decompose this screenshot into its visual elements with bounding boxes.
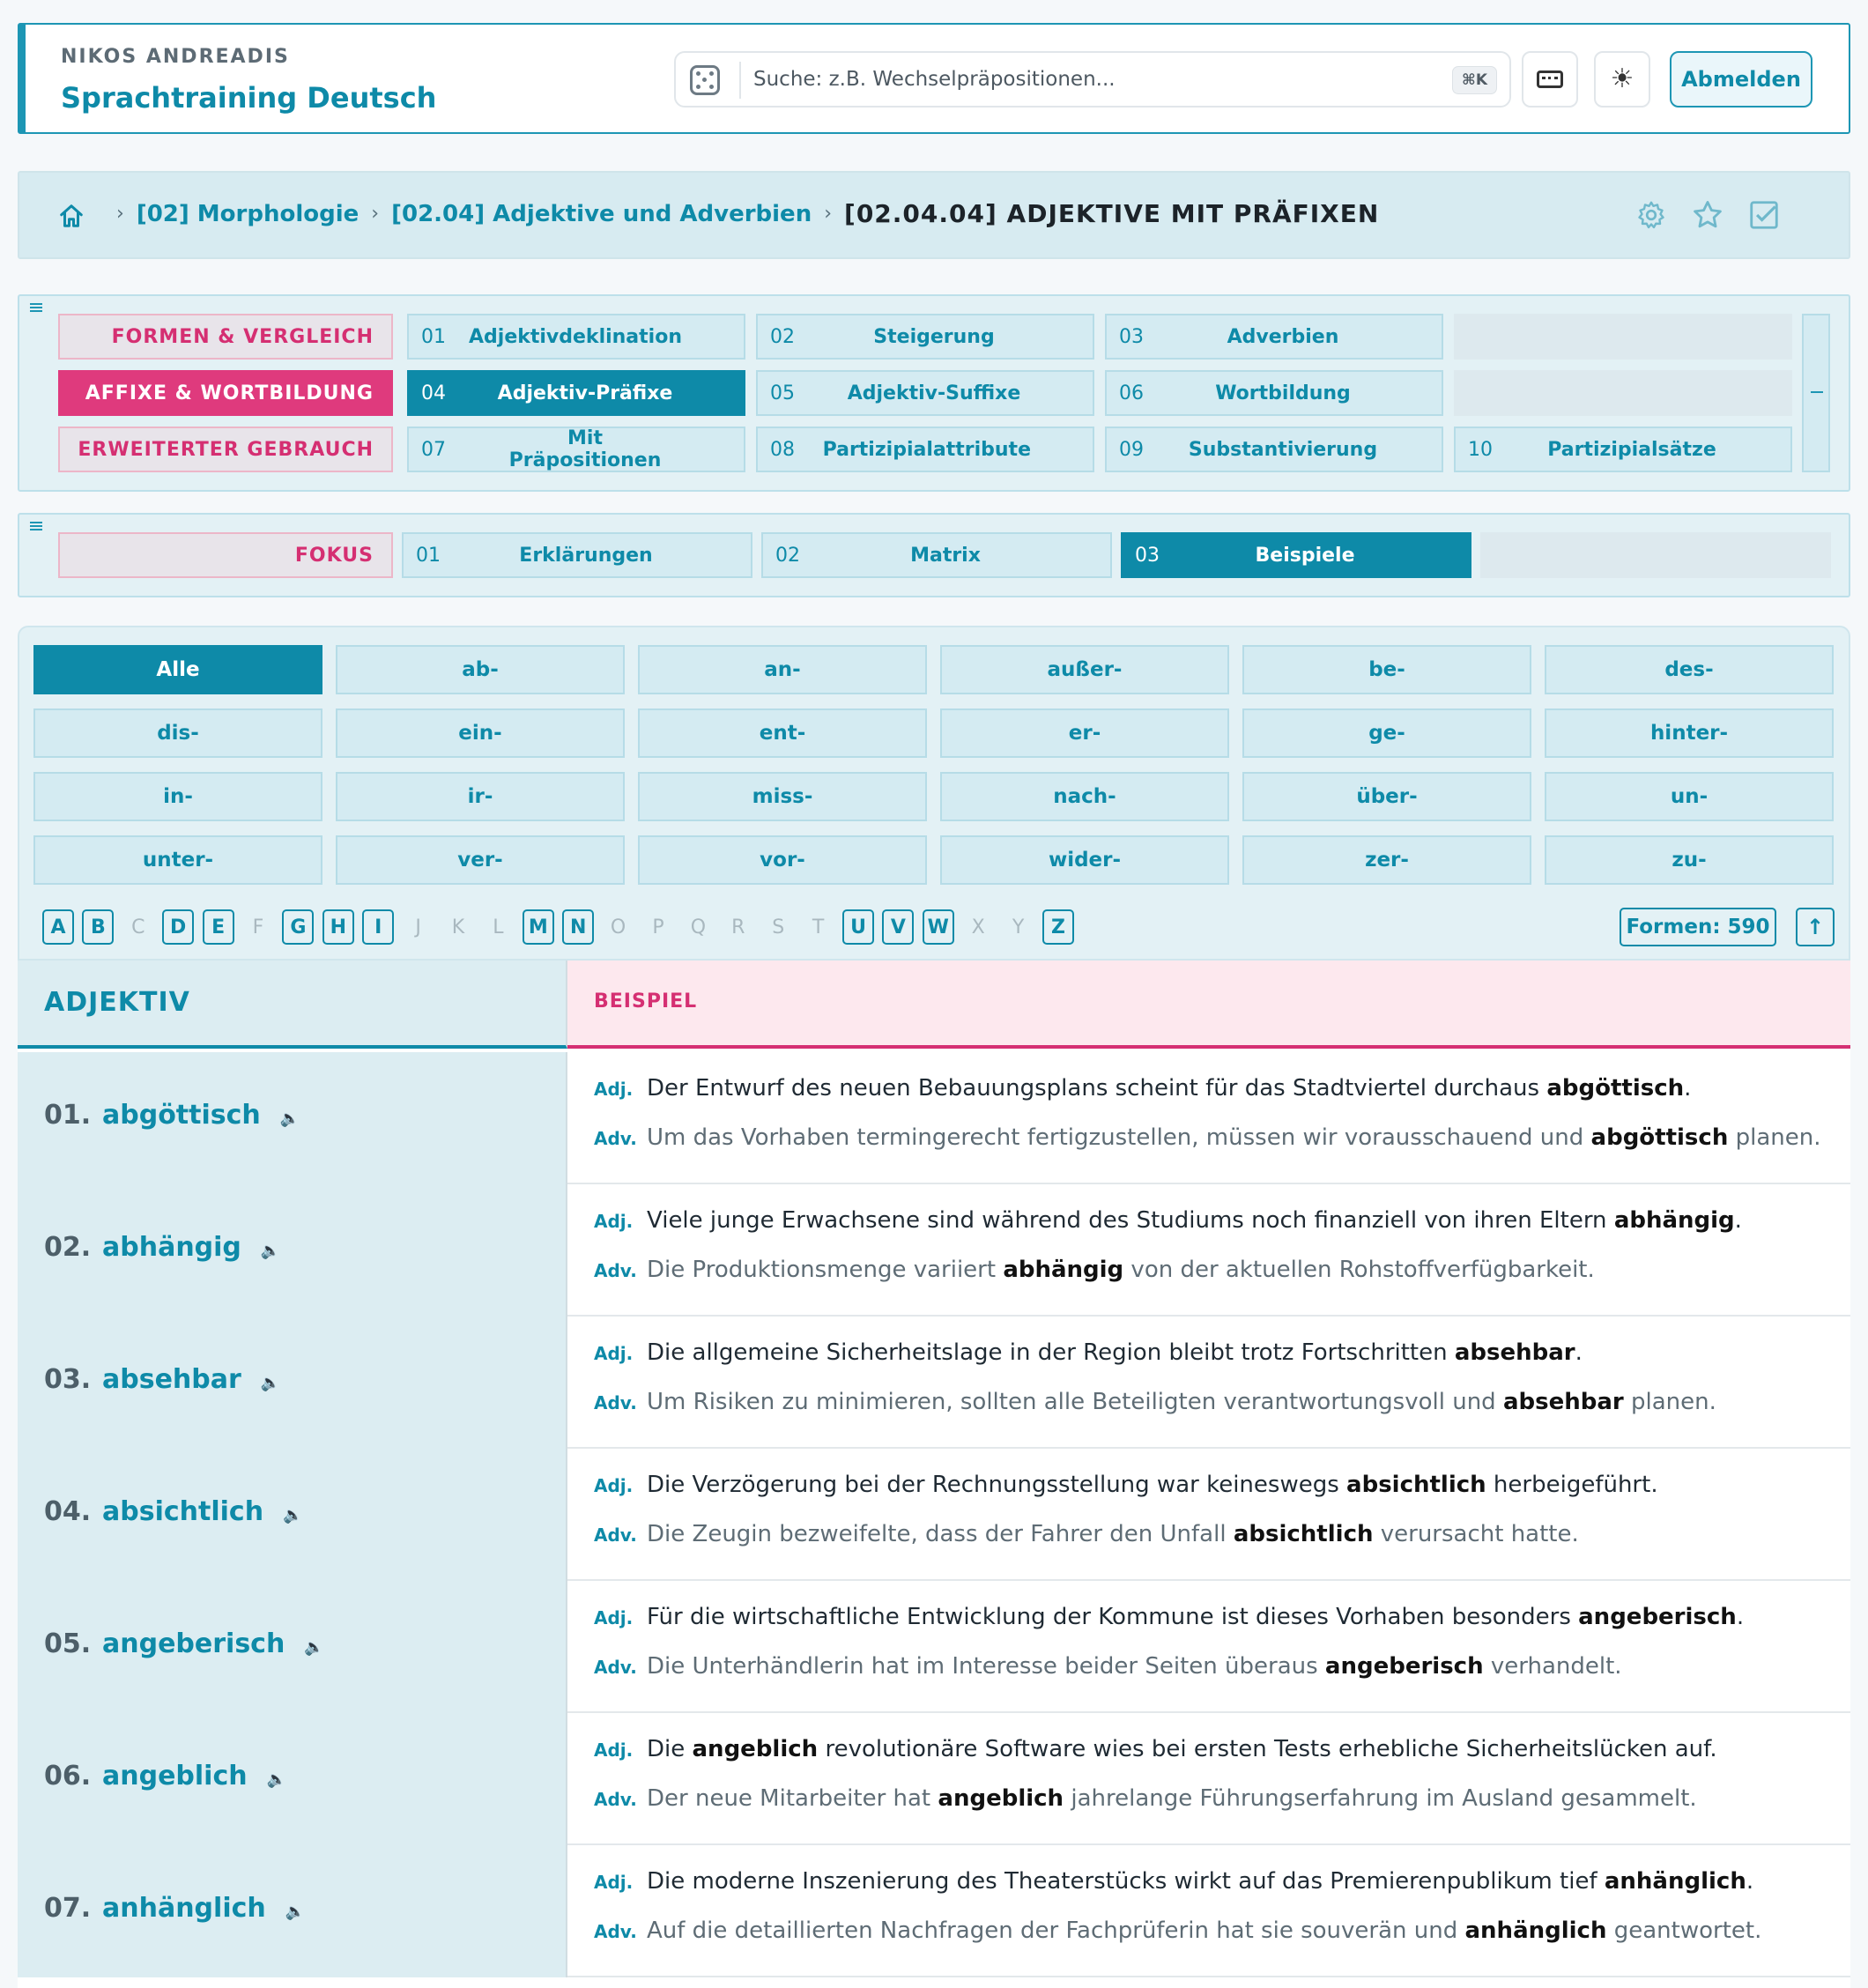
table-row: [18, 1184, 1850, 1317]
adverb-example: [594, 1785, 1697, 1812]
highlighted-word: angeberisch: [1578, 1604, 1737, 1630]
example-text: planen.: [1623, 1389, 1716, 1415]
focus-number: 01: [416, 544, 441, 567]
highlighted-word: abhängig: [1003, 1257, 1124, 1283]
highlighted-word: angeblich: [692, 1736, 819, 1762]
dice-icon[interactable]: [690, 65, 720, 95]
alphabet-letter[interactable]: G: [282, 909, 314, 945]
app-title[interactable]: Sprachtraining Deutsch: [61, 81, 437, 115]
speaker-icon[interactable]: 🔈: [285, 1903, 306, 1921]
focus-label: Erklärungen: [519, 544, 653, 567]
adv-tag: Adv.: [594, 1128, 637, 1149]
column-header-adjektiv: [18, 961, 567, 1049]
adjective-cell: [18, 1184, 567, 1317]
speaker-icon[interactable]: 🔈: [260, 1374, 281, 1392]
highlighted-word: absehbar: [1454, 1339, 1575, 1366]
breadcrumb-adjektive-adverbien[interactable]: [02.04] Adjektive und Adverbien: [391, 200, 812, 227]
speaker-icon[interactable]: 🔈: [266, 1770, 287, 1789]
table-row: [18, 1845, 1850, 1977]
adj-tag: Adj.: [594, 1211, 634, 1232]
alphabet-letter[interactable]: N: [562, 909, 594, 945]
alphabet-letter: X: [971, 916, 985, 938]
highlighted-word: anhänglich: [1464, 1918, 1607, 1944]
adjective-cell: [18, 1713, 567, 1845]
adv-tag: Adv.: [594, 1789, 637, 1810]
sun-icon: ☀: [1610, 63, 1634, 94]
prefix-button[interactable]: zer-: [1242, 835, 1531, 885]
speaker-icon[interactable]: 🔈: [304, 1638, 324, 1657]
alphabet-letter: P: [652, 916, 664, 938]
alphabet-letter: J: [415, 916, 421, 938]
table-row: [18, 1581, 1850, 1713]
row-number: 01.: [44, 1100, 92, 1131]
category-adjektiv-praefixe[interactable]: [407, 370, 745, 416]
complete-button[interactable]: [1746, 197, 1782, 233]
adjective-label: abhängig: [102, 1232, 241, 1263]
prefix-button[interactable]: zu-: [1545, 835, 1834, 885]
adv-tag: Adv.: [594, 1392, 637, 1413]
example-text: .: [1736, 1604, 1745, 1630]
form-count-badge: Formen: 590: [1620, 908, 1776, 946]
example-text: verursacht hatte.: [1373, 1521, 1579, 1547]
breadcrumb-morphologie[interactable]: [02] Morphologie: [136, 200, 360, 227]
user-name: NIKOS ANDREADIS: [61, 46, 290, 68]
example-text: Die Unterhändlerin hat im Interesse beider Seiten überaus: [647, 1653, 1325, 1680]
alphabet-letter[interactable]: W: [923, 909, 954, 945]
alphabet-letter[interactable]: E: [203, 909, 234, 945]
adjective-word[interactable]: [102, 1364, 280, 1395]
prefix-button[interactable]: ein-: [336, 708, 625, 758]
scroll-top-button[interactable]: ↑: [1796, 908, 1835, 946]
adverb-example: [594, 1257, 1595, 1283]
shortcut-badge: ⌘K: [1452, 66, 1497, 94]
category-adverbien[interactable]: [1105, 314, 1443, 360]
search-divider: [739, 62, 741, 99]
breadcrumb-separator: ›: [116, 203, 124, 225]
adjective-example: [594, 1472, 1658, 1498]
example-text: revolutionäre Software wies bei ersten Tests erhebliche Sicherheitslücken auf.: [818, 1736, 1717, 1762]
prefix-button[interactable]: dis-: [33, 708, 322, 758]
category-number: 04: [421, 382, 446, 404]
alphabet-letter: C: [131, 916, 145, 938]
adj-tag: Adj.: [594, 1475, 634, 1496]
category-wortbildung[interactable]: [1105, 370, 1443, 416]
examples-table: [18, 961, 1850, 1988]
adj-tag: Adj.: [594, 1079, 634, 1100]
category-number: 08: [770, 438, 795, 461]
prefix-button[interactable]: ge-: [1242, 708, 1531, 758]
prefix-button[interactable]: miss-: [638, 772, 927, 821]
group-affixe-wortbildung[interactable]: AFFIXE & WORTBILDUNG: [58, 370, 393, 416]
gear-icon: [1635, 199, 1667, 231]
example-text: Die: [647, 1736, 693, 1762]
category-label: Substantivierung: [1188, 438, 1378, 461]
adverb-example: [594, 1389, 1716, 1415]
prefix-button[interactable]: be-: [1242, 645, 1531, 694]
prefix-button[interactable]: nach-: [940, 772, 1229, 821]
focus-matrix[interactable]: [761, 532, 1112, 578]
group-formen-vergleich[interactable]: FORMEN & VERGLEICH: [58, 314, 393, 360]
search-input[interactable]: [753, 60, 1370, 99]
highlighted-word: anhänglich: [1604, 1868, 1746, 1895]
adj-tag: Adj.: [594, 1740, 634, 1761]
row-number: 06.: [44, 1761, 92, 1791]
highlighted-word: abgöttisch: [1546, 1075, 1685, 1102]
row-number: 07.: [44, 1893, 92, 1924]
category-number: 10: [1468, 438, 1493, 461]
prefix-button[interactable]: außer-: [940, 645, 1229, 694]
example-text: Der Entwurf des neuen Bebauungsplans scheint für das Stadtviertel durchaus: [647, 1075, 1547, 1102]
category-substantivierung[interactable]: [1105, 427, 1443, 472]
prefix-button[interactable]: des-: [1545, 645, 1834, 694]
alphabet-letter[interactable]: B: [82, 909, 114, 945]
adjective-cell: [18, 1317, 567, 1449]
example-text: .: [1684, 1075, 1692, 1102]
adv-tag: Adv.: [594, 1260, 637, 1281]
speaker-icon[interactable]: 🔈: [260, 1242, 281, 1260]
row-number: 03.: [44, 1364, 92, 1395]
speaker-icon[interactable]: 🔈: [283, 1506, 303, 1524]
column-header-beispiel: [567, 961, 1850, 1049]
highlighted-word: angeblich: [938, 1785, 1064, 1812]
group-fokus: FOKUS: [58, 532, 393, 578]
table-row: [18, 1449, 1850, 1581]
category-label: Adjektiv-Präfixe: [497, 382, 673, 404]
adj-tag: Adj.: [594, 1872, 634, 1893]
row-number: 05.: [44, 1628, 92, 1659]
prefix-button[interactable]: unter-: [33, 835, 322, 885]
adjective-label: angeblich: [102, 1761, 248, 1791]
example-text: Die Zeugin bezweifelte, dass der Fahrer den Unfall: [647, 1521, 1234, 1547]
highlighted-word: absichtlich: [1233, 1521, 1374, 1547]
breadcrumb-separator: ›: [824, 203, 833, 225]
app-header: [18, 23, 1850, 134]
alphabet-letter[interactable]: A: [42, 909, 74, 945]
adverb-example: [594, 1521, 1579, 1547]
prefix-button[interactable]: wider-: [940, 835, 1229, 885]
category-adjektiv-suffixe[interactable]: [756, 370, 1094, 416]
column-header-label: BEISPIEL: [594, 990, 698, 1013]
category-number: 07: [421, 438, 446, 461]
adjective-label: angeberisch: [102, 1628, 285, 1659]
example-text: Die Verzögerung bei der Rechnungsstellung war keineswegs: [647, 1472, 1347, 1498]
adjective-example: [594, 1868, 1753, 1895]
alphabet-letter[interactable]: Z: [1042, 909, 1074, 945]
prefix-filter-panel: [18, 626, 1850, 961]
alphabet-letter: R: [731, 916, 745, 938]
focus-label: Matrix: [910, 544, 981, 567]
star-icon: [1691, 198, 1724, 232]
table-row: [18, 1052, 1850, 1184]
adjective-label: abgöttisch: [102, 1100, 261, 1131]
adverb-example: [594, 1653, 1622, 1680]
category-label: Partizipialattribute: [822, 438, 1031, 461]
adjective-example: [594, 1207, 1742, 1234]
row-number: 04.: [44, 1496, 92, 1527]
table-row: [18, 1713, 1850, 1845]
search-box[interactable]: [674, 51, 1511, 108]
adjective-example: [594, 1604, 1744, 1630]
category-label: Mit Präpositionen: [508, 427, 662, 471]
menu-icon[interactable]: [30, 303, 42, 312]
focus-empty: [1480, 532, 1831, 578]
adjective-word[interactable]: [102, 1232, 280, 1263]
highlighted-word: abhängig: [1613, 1207, 1735, 1234]
focus-panel: [18, 513, 1850, 597]
prefix-button[interactable]: ver-: [336, 835, 625, 885]
adj-tag: Adj.: [594, 1607, 634, 1628]
example-text: jahrelange Führungserfahrung im Ausland gesammelt.: [1064, 1785, 1697, 1812]
category-steigerung[interactable]: [756, 314, 1094, 360]
prefix-button[interactable]: über-: [1242, 772, 1531, 821]
row-number: 02.: [44, 1232, 92, 1263]
alphabet-letter: S: [772, 916, 785, 938]
adjective-label: anhänglich: [102, 1893, 266, 1924]
adv-tag: Adv.: [594, 1524, 637, 1546]
settings-button[interactable]: [1634, 197, 1669, 233]
alphabet-letter: Y: [1012, 916, 1025, 938]
category-label: Partizipialsätze: [1547, 438, 1716, 461]
adjective-example: [594, 1736, 1717, 1762]
table-row: [18, 1317, 1850, 1449]
adjective-cell: [18, 1581, 567, 1713]
focus-erklaerungen[interactable]: [402, 532, 752, 578]
example-text: geantwortet.: [1606, 1918, 1762, 1944]
category-panel: [18, 294, 1850, 492]
favorite-button[interactable]: [1690, 197, 1725, 233]
adv-tag: Adv.: [594, 1657, 637, 1678]
alphabet-letter[interactable]: M: [523, 909, 554, 945]
prefix-button[interactable]: ab-: [336, 645, 625, 694]
speaker-icon[interactable]: 🔈: [279, 1109, 300, 1128]
theme-toggle-button[interactable]: [1594, 51, 1650, 108]
example-text: verhandelt.: [1483, 1653, 1622, 1680]
home-icon[interactable]: [58, 203, 85, 229]
example-text: herbeigeführt.: [1486, 1472, 1658, 1498]
adjective-cell: [18, 1845, 567, 1977]
example-text: Für die wirtschaftliche Entwicklung der Kommune ist dieses Vorhaben besonders: [647, 1604, 1579, 1630]
column-header-label: ADJEKTIV: [44, 987, 190, 1018]
example-text: Auf die detaillierten Nachfragen der Fachprüferin hat sie souverän und: [647, 1918, 1465, 1944]
prefix-button[interactable]: er-: [940, 708, 1229, 758]
example-text: Die moderne Inszenierung des Theaterstücks wirkt auf das Premierenpublikum tief: [647, 1868, 1605, 1895]
alphabet-letter[interactable]: H: [322, 909, 354, 945]
category-mit-praepositionen[interactable]: [407, 427, 745, 472]
focus-number: 02: [775, 544, 800, 567]
category-partizipialattribute[interactable]: [756, 427, 1094, 472]
prefix-button[interactable]: an-: [638, 645, 927, 694]
category-label: Adverbien: [1227, 325, 1339, 348]
logout-button[interactable]: Abmelden: [1670, 51, 1812, 108]
category-label: Adjektiv-Suffixe: [847, 382, 1021, 404]
group-erweiterter-gebrauch[interactable]: ERWEITERTER GEBRAUCH: [58, 427, 393, 472]
example-text: Der neue Mitarbeiter hat: [647, 1785, 938, 1812]
highlighted-word: angeberisch: [1324, 1653, 1484, 1680]
example-text: Viele junge Erwachsene sind während des Studiums noch finanziell von ihren Eltern: [647, 1207, 1614, 1234]
alphabet-letter: L: [493, 916, 504, 938]
prefix-button[interactable]: ent-: [638, 708, 927, 758]
checkbox-icon: [1747, 198, 1781, 232]
page-title: [02.04.04] ADJEKTIVE MIT PRÄFIXEN: [844, 199, 1380, 228]
prefix-button[interactable]: hinter-: [1545, 708, 1834, 758]
alphabet-letter: O: [610, 916, 626, 938]
alphabet-letter: T: [812, 916, 825, 938]
adjective-word[interactable]: [102, 1628, 324, 1659]
example-text: Die Produktionsmenge variiert: [647, 1257, 1004, 1283]
category-number: 05: [770, 382, 795, 404]
breadcrumb: [18, 171, 1850, 259]
adjective-cell: [18, 1052, 567, 1184]
category-label: Adjektivdeklination: [469, 325, 682, 348]
keyboard-icon: [1537, 70, 1563, 88]
example-text: planen.: [1728, 1124, 1821, 1151]
adv-tag: Adv.: [594, 1921, 637, 1942]
collapse-button[interactable]: [1802, 314, 1830, 472]
alphabet-letter[interactable]: D: [162, 909, 194, 945]
highlighted-word: absehbar: [1502, 1389, 1624, 1415]
example-text: von der aktuellen Rohstoffverfügbarkeit.: [1123, 1257, 1595, 1283]
example-text: Die allgemeine Sicherheitslage in der Region bleibt trotz Fortschritten: [647, 1339, 1455, 1366]
category-number: 02: [770, 325, 795, 348]
alphabet-letter: Q: [690, 916, 707, 938]
category-number: 03: [1119, 325, 1144, 348]
adjective-word[interactable]: [102, 1496, 302, 1527]
adjective-word[interactable]: [102, 1761, 286, 1791]
category-partizipialsaetze[interactable]: [1454, 427, 1792, 472]
example-text: Um das Vorhaben termingerecht fertigzustellen, müssen wir vorausschauend und: [647, 1124, 1591, 1151]
adjective-label: absichtlich: [102, 1496, 264, 1527]
adjective-cell: [18, 1449, 567, 1581]
prefix-button[interactable]: un-: [1545, 772, 1834, 821]
prefix-button[interactable]: in-: [33, 772, 322, 821]
focus-label: Beispiele: [1255, 544, 1355, 567]
prefix-button[interactable]: ir-: [336, 772, 625, 821]
adverb-example: [594, 1918, 1761, 1944]
example-text: .: [1734, 1207, 1742, 1234]
menu-icon[interactable]: [30, 522, 42, 530]
adj-tag: Adj.: [594, 1343, 634, 1364]
adjective-label: absehbar: [102, 1364, 241, 1395]
category-number: 01: [421, 325, 446, 348]
prefix-button[interactable]: Alle: [33, 645, 322, 694]
prefix-button[interactable]: vor-: [638, 835, 927, 885]
focus-number: 03: [1135, 544, 1160, 567]
category-number: 09: [1119, 438, 1144, 461]
alphabet-letter: F: [252, 916, 264, 938]
category-number: 06: [1119, 382, 1144, 404]
category-adjektivdeklination[interactable]: [407, 314, 745, 360]
breadcrumb-separator: ›: [371, 203, 380, 225]
highlighted-word: absichtlich: [1346, 1472, 1486, 1498]
focus-beispiele[interactable]: [1121, 532, 1471, 578]
category-empty: [1454, 370, 1792, 416]
adverb-example: [594, 1124, 1820, 1151]
category-label: Wortbildung: [1215, 382, 1351, 404]
example-text: .: [1746, 1868, 1754, 1895]
example-text: .: [1575, 1339, 1583, 1366]
adjective-word[interactable]: [102, 1100, 300, 1131]
example-text: Um Risiken zu minimieren, sollten alle Beteiligten verantwortungsvoll und: [647, 1389, 1503, 1415]
adjective-example: [594, 1339, 1583, 1366]
highlighted-word: abgöttisch: [1590, 1124, 1729, 1151]
alphabet-letter: K: [451, 916, 465, 938]
adjective-example: [594, 1075, 1691, 1102]
alphabet-letter[interactable]: U: [842, 909, 874, 945]
alphabet-letter[interactable]: I: [362, 909, 394, 945]
adjective-word[interactable]: [102, 1893, 305, 1924]
alphabet-letter[interactable]: V: [882, 909, 914, 945]
category-label: Steigerung: [873, 325, 995, 348]
category-empty: [1454, 314, 1792, 360]
keyboard-button[interactable]: [1522, 51, 1578, 108]
